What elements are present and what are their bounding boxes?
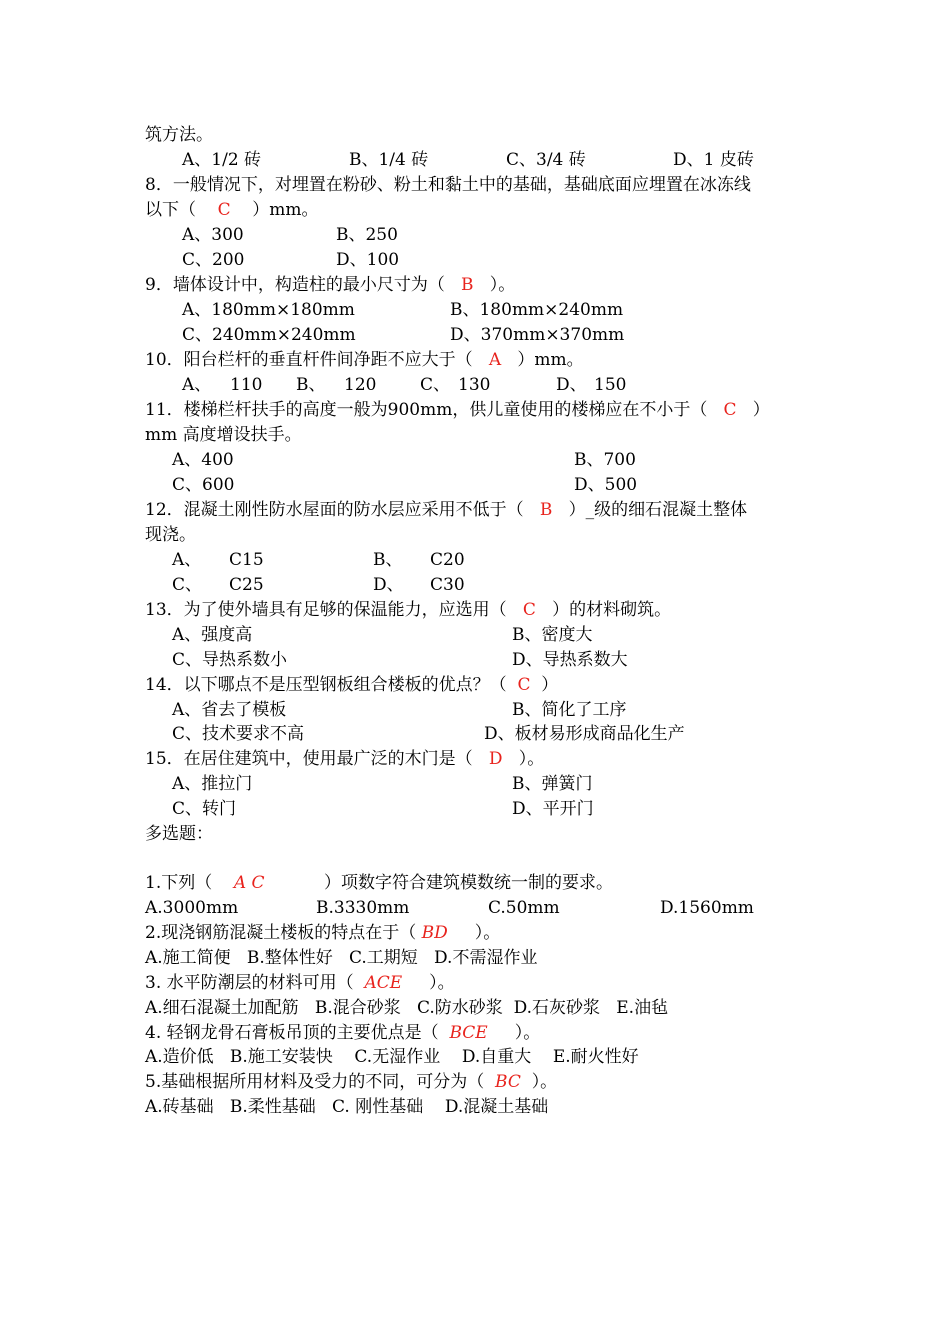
q8-option-b: B、250	[336, 225, 398, 245]
m4-answer: BCE	[449, 1023, 488, 1043]
q7-option-c: C、3/4 砖	[506, 150, 586, 170]
q13-option-d: D、导热系数大	[512, 650, 628, 670]
q9-option-d: D、370mm×370mm	[450, 325, 625, 345]
q9-answer: B	[461, 275, 474, 295]
m3-answer: ACE	[364, 973, 403, 993]
question-12-text-line2: 现浇。	[145, 525, 196, 545]
q12-option-d: D、	[373, 575, 404, 595]
question-13-text: 13．为了使外墙具有足够的保温能力，应选用（ C ）的材料砌筑。	[145, 600, 672, 620]
q11-option-c: C、600	[172, 475, 235, 495]
m1-option-c: C.50mm	[488, 898, 560, 918]
q12-option-a: A、	[172, 550, 202, 570]
q14-option-c: C、技术要求不高	[172, 724, 305, 744]
q10-option-c: C、	[420, 375, 451, 395]
q8-option-a: A、300	[182, 225, 244, 245]
q13-option-a: A、强度高	[172, 625, 253, 645]
q14-option-a: A、省去了模板	[172, 700, 287, 720]
q11-option-d: D、500	[574, 475, 638, 495]
m2-answer: BD	[421, 923, 448, 943]
m1-option-a: A.3000mm	[145, 898, 239, 918]
q12-option-a-value: C15	[229, 550, 264, 570]
q8-option-d: D、100	[336, 250, 400, 270]
q7-option-b: B、1/4 砖	[349, 150, 429, 170]
m5-options: A.砖基础 B.柔性基础 C. 刚性基础 D.混凝土基础	[145, 1097, 549, 1117]
multi-choice-heading: 多选题：	[145, 824, 213, 844]
question-7-continuation: 筑方法。	[145, 125, 213, 145]
q13-option-c: C、导热系数小	[172, 650, 288, 670]
question-15-text: 15．在居住建筑中，使用最广泛的木门是（ D ）。	[145, 749, 545, 769]
question-12-text: 12．混凝土刚性防水屋面的防水层应采用不低于（ B ）_级的细石混凝土整体	[145, 500, 748, 520]
multi-question-3-text: 3. 水平防潮层的材料可用（ ACE ）。	[145, 973, 455, 993]
q7-option-d: D、1 皮砖	[673, 150, 754, 170]
q10-option-b: B、	[296, 375, 326, 395]
q15-option-d: D、平开门	[512, 799, 594, 819]
q15-option-b: B、弹簧门	[512, 774, 593, 794]
m1-option-d: D.1560mm	[660, 898, 754, 918]
q15-option-c: C、转门	[172, 799, 237, 819]
m3-options: A.细石混凝土加配筋 B.混合砂浆 C.防水砂浆 D.石灰砂浆 E.油毡	[145, 998, 669, 1018]
question-11-text: 11．楼梯栏杆扶手的高度一般为900mm，供儿童使用的楼梯应在不小于（ C ）	[145, 400, 770, 420]
q12-option-b: B、	[373, 550, 403, 570]
q12-option-c: C、	[172, 575, 203, 595]
m4-options: A.造价低 B.施工安装快 C.无湿作业 D.自重大 E.耐火性好	[145, 1047, 639, 1067]
q15-option-a: A、推拉门	[172, 774, 253, 794]
m2-options: A.施工简便 B.整体性好 C.工期短 D.不需湿作业	[145, 948, 538, 968]
q10-option-d: D、	[556, 375, 587, 395]
q14-option-d: D、板材易形成商品化生产	[484, 724, 685, 744]
question-9-text: 9．墙体设计中，构造柱的最小尺寸为（ B ）。	[145, 275, 516, 295]
q7-option-a: A、1/2 砖	[182, 150, 262, 170]
q8-option-c: C、200	[182, 250, 245, 270]
question-8-text-line2: 以下（ C ）mm。	[145, 200, 319, 220]
q13-option-b: B、密度大	[512, 625, 593, 645]
q9-option-c: C、240mm×240mm	[182, 325, 356, 345]
q14-option-b: B、简化了工序	[512, 700, 627, 720]
q12-answer: B	[539, 500, 553, 520]
q10-option-c-value: 130	[458, 375, 491, 395]
q11-option-b: B、700	[574, 450, 636, 470]
question-14-text: 14．以下哪点不是压型钢板组合楼板的优点？（ C ）	[145, 675, 559, 695]
q10-option-b-value: 120	[344, 375, 377, 395]
multi-question-2-text: 2.现浇钢筋混凝土楼板的特点在于（ BD ）。	[145, 923, 501, 943]
q11-answer: C	[723, 400, 737, 420]
m1-answer: A C	[233, 873, 265, 893]
m1-option-b: B.3330mm	[316, 898, 410, 918]
question-10-text: 10．阳台栏杆的垂直杆件间净距不应大于（ A ）mm。	[145, 350, 584, 370]
question-8-text: 8．一般情况下，对埋置在粉砂、粉土和黏土中的基础，基础底面应埋置在冰冻线	[145, 175, 751, 195]
q12-option-b-value: C20	[430, 550, 465, 570]
q10-option-a-value: 110	[230, 375, 263, 395]
multi-question-5-text: 5.基础根据所用材料及受力的不同，可分为（ BC ）。	[145, 1072, 558, 1092]
multi-question-4-text: 4. 轻钢龙骨石膏板吊顶的主要优点是（ BCE ）。	[145, 1023, 541, 1043]
question-11-text-line2: mm 高度增设扶手。	[145, 425, 302, 445]
q8-answer: C	[217, 200, 231, 220]
q15-answer: D	[488, 749, 503, 769]
q10-option-a: A、	[182, 375, 212, 395]
q9-option-a: A、180mm×180mm	[182, 300, 355, 320]
q12-option-c-value: C25	[229, 575, 264, 595]
m5-answer: BC	[495, 1072, 521, 1092]
q10-answer: A	[488, 350, 502, 370]
multi-question-1-text: 1.下列（ A C ）项数字符合建筑模数统一制的要求。	[145, 873, 614, 893]
q9-option-b: B、180mm×240mm	[450, 300, 624, 320]
q10-option-d-value: 150	[594, 375, 627, 395]
q13-answer: C	[522, 600, 536, 620]
q12-option-d-value: C30	[430, 575, 465, 595]
q14-answer: C	[517, 675, 531, 695]
q11-option-a: A、400	[172, 450, 234, 470]
